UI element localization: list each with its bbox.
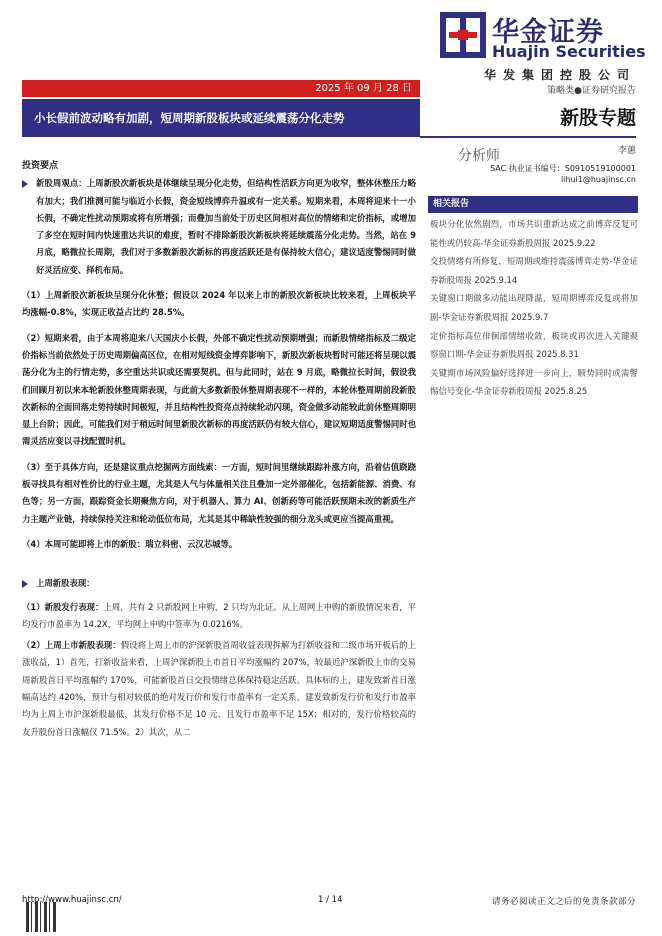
report-date: 2025 年 09 月 28 日: [22, 80, 420, 97]
related-report-item[interactable]: 板块分化依然剧烈，市场共识重新达成之前博弈反复可能性或仍较高-华金证券新股周报 2025.9.22: [430, 219, 638, 248]
weekly-view-label: 新股周观点：: [36, 178, 87, 189]
report-category: 策略类●证券研究报告: [547, 86, 636, 96]
brand-name-en: Huajin Securities: [492, 42, 646, 61]
related-report-item[interactable]: 关键窗口期做多动能出现降温，短周期博弈反复或将加剧-华金证券新股周报 2025.9.7: [430, 293, 638, 322]
header-divider: [420, 136, 636, 138]
point-4: （4）本周可能即将上市的新股：瑞立科密、云汉芯城等。: [22, 538, 238, 549]
main-body: [22, 158, 416, 741]
qr-code-icon: [26, 902, 56, 932]
page-number: 1 / 14: [318, 895, 343, 905]
related-reports-heading: 相关报告: [428, 196, 638, 213]
huajin-logo-icon: [440, 12, 486, 58]
issuance-paragraph: [22, 599, 416, 634]
related-report-item[interactable]: 关键期市场风险偏好选择进一步向上，顺势同时或需警惕信号变化-华金证券新股周报 2025.8.25: [430, 367, 638, 397]
issuance-label: （1）新股发行表现：: [22, 601, 104, 612]
issuance-text: 上周，共有 2 只新股网上申购，2 只均为北证。从上周网上申购的新股情况来看，平均发行市盈率为 14.2X，平均网上申购中签率为 0.0216%。: [22, 601, 416, 629]
point-2: （2）短期来看，由于本周将迎来八天国庆小长假，外部不确定性扰动预期增强；而新股情绪指标及二级定价指标当前依然处于历史周期偏高区位，在相对短线资金博弈影响下，新股次新板块暂时可能还将呈现以震荡分化为主的行情走势，多空重达共识或还需要契机。但与此同时，站在 9 月底，略微拉长时间，假设我们回顾月初以来本轮新股休整周期表现，与此前大多数新股休整周期表现不一样的，本轮休整周期前段新股次新标的全面回落走势持续时间极短，并且结构性投资亮点持续轮动闪现，资金做多动能较此前休整周期明显上台阶；因此，可能我们对于稍远时间里新股次新标的再度活跃仍有较大信心，建议短期适度警惕同时也需灵活应变以寻找配置时机。: [22, 332, 416, 447]
listing-label: （2）上周上市新股表现：: [22, 640, 121, 651]
point-1: （1）上周新股次新板块呈现分化休整；假设以 2024 年以来上市的新股次新板块比较来看，上周板块平均涨幅-0.8%，实现正收益占比约 28.5%。: [22, 290, 416, 318]
report-title: 小长假前波动略有加剧，短周期新股板块或延续震荡分化走势: [22, 99, 420, 137]
analyst-label: 分析师: [458, 148, 500, 164]
related-report-item[interactable]: 定价指标高位徘徊部情绪收敛，板块或再次进入关键观察窗口期-华金证券新股周报 2025.8.31: [430, 330, 638, 360]
listing-paragraph: [22, 637, 416, 741]
related-reports-list: [430, 215, 638, 401]
report-type: 新股专题: [559, 107, 636, 129]
related-report-item[interactable]: 交投情绪有所修复，短周期或维持震荡博弈走势-华金证券新股周报 2025.9.14: [430, 256, 638, 285]
weekly-view-paragraph: [22, 175, 416, 279]
last-week-performance-heading: 上周新股表现：: [22, 575, 416, 592]
listing-text: 假设将上周上市的沪深新股首周收益表现拆解为打新收益和二级市场开板后的上涨收益，1）首先，打新收益来看，上周沪深新股上市首日平均涨幅约 207%，较最近沪深新股上市的交易周新股首日平均涨幅约 170%，可能新股首日交投情绪总体保持稳定活跃。具体标的上，建发致新首日涨幅高达约 420%，预计与相对较低的绝对发行价和发行市盈率有一定关系，建发致新发行价和发行市盈率均为上周上市沪深新股最低，其发行价格不足 10 元、且发行市盈率不足 15X；相对的，发行价格较高的友升股份首日涨幅仅 71.5%。2）其次，从二: [22, 640, 417, 737]
investment-highlights-heading: 投资要点: [22, 161, 59, 171]
analyst-email[interactable]: lihui1@huajinsc.cn: [560, 175, 636, 184]
disclaimer-note: 请务必阅读正文之后的免责条款部分: [491, 897, 636, 907]
weekly-view-text: 上周新股次新板块是体继续呈现分化走势，但结构性活跃方向更为收窄，整体休整压力略有加大；我们推测可能与临近小长假，资金短线博弈升温或有一定关系。短期来看，本周将迎来十一小长假，不确定性扰动预期或将有所增强；而叠加当前处于历史区间相对高位的情绪和定价指标，或增加了多空在短时间内快速重达共识的难度，暂时不排除新股次新板块将延续震荡分化走势。当然，站在 9 月底，略微拉长周期，我们对于多数新股次新标的再度活跃还是有保持较大信心，建议适度警惕同时做好灵活应变、择机布局。: [36, 178, 417, 275]
analyst-name: 李蕙: [617, 146, 636, 156]
brand-name-cn: 华金证券: [492, 17, 604, 48]
footer-website-link[interactable]: http://www.huajinsc.cn/: [22, 895, 122, 905]
group-name: 华发集团控股公司: [483, 68, 636, 82]
point-3: （3）至于具体方向，还是建议重点挖掘两方面线索：一方面，短时间里继续跟踪补涨方向，沿着估值跷跷板寻找具有相对性价比的行业主题，尤其是人气与体量相关注且叠加一定外部催化，包括新能源、消费、有色等；另一方面，跟踪资金长期聚焦方向，对于机器人、算力 AI、创新药等可能活跃预期未改的新质生产力主题产业链，持续保持关注和轮动低位布局，尤其是其中稀缺性较强的细分龙头或更应当提高重视。: [22, 461, 416, 524]
analyst-sac-id: SAC 执业证书编号：S0910519100001: [490, 164, 636, 173]
